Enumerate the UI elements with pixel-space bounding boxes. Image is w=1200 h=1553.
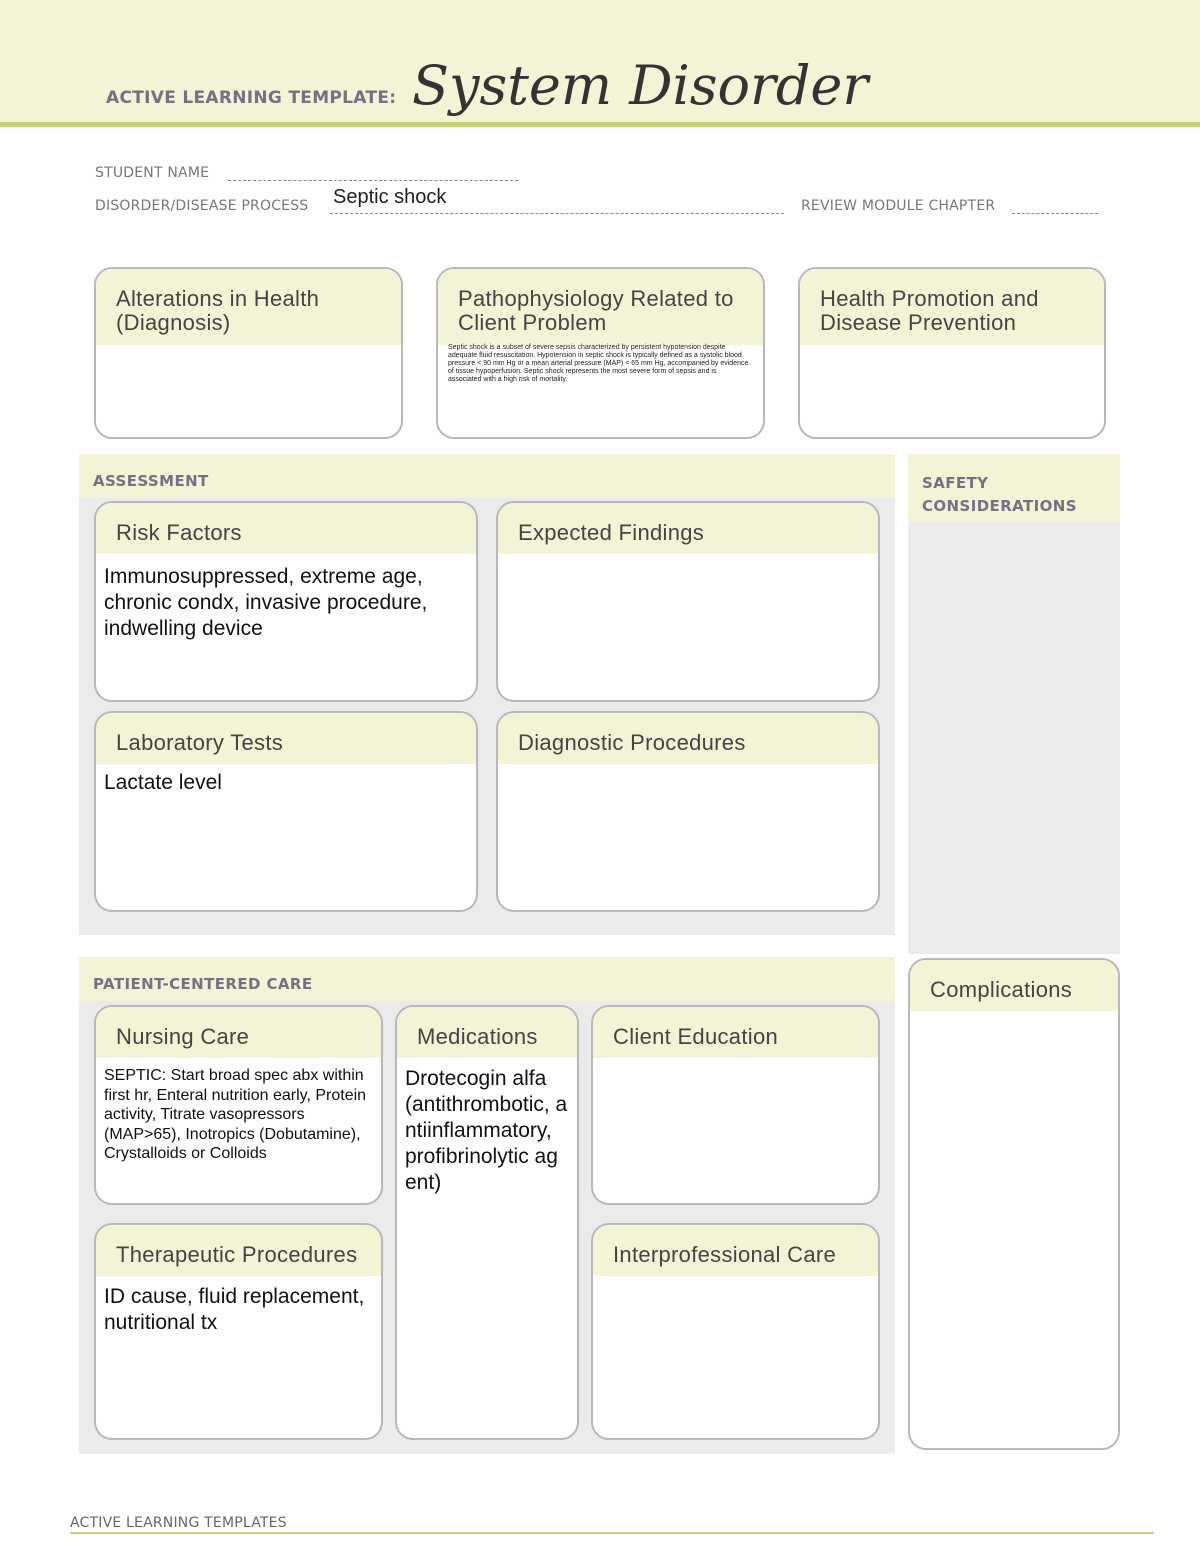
risk-factors-box[interactable]: [94, 501, 478, 702]
medications-title: Medications: [397, 1007, 577, 1058]
page-title: System Disorder: [412, 54, 869, 117]
pathophysiology-content: Septic shock is a subset of severe sepsis characterized by persistent hypotension despite adequate fluid resuscitation. Hypotension in septic shock is typically defined as a systolic blood pressure < 90 mm Hg or a mean arterial pressure (MAP) < 65 mm Hg, accompanied by evidence of tissue hypoperfusion. Septic shock represents the most severe form of sepsis and is associated with a high risk of mortality.: [448, 344, 749, 383]
safety-title: SAFETY CONSIDERATIONS: [908, 454, 1120, 522]
header-divider: [0, 122, 1200, 127]
complications-box[interactable]: [908, 958, 1120, 1450]
client-education-content: [593, 1058, 878, 1074]
student-name-label: STUDENT NAME: [95, 165, 210, 181]
laboratory-tests-title: Laboratory Tests: [96, 713, 476, 764]
student-name-field[interactable]: [228, 180, 518, 181]
disorder-label: DISORDER/DISEASE PROCESS: [95, 198, 309, 214]
pathophysiology-box[interactable]: [436, 267, 765, 439]
alterations-box[interactable]: [94, 267, 403, 439]
complications-title: Complications: [910, 960, 1118, 1011]
client-education-box[interactable]: [591, 1005, 880, 1205]
complications-content: [910, 1011, 1118, 1027]
medications-content: Drotecogin alfa (antithrombotic, antiinflammatory, profibrinolytic agent): [405, 1067, 568, 1194]
pathophysiology-title: Pathophysiology Related to Client Problem: [438, 269, 763, 345]
patient-care-title: PATIENT-CENTERED CARE: [93, 975, 313, 993]
therapeutic-procedures-box[interactable]: [94, 1223, 383, 1440]
expected-findings-content: [498, 554, 878, 570]
laboratory-tests-content: Lactate level: [104, 771, 222, 794]
template-label: ACTIVE LEARNING TEMPLATE:: [106, 88, 397, 108]
interprofessional-care-box[interactable]: [591, 1223, 880, 1440]
laboratory-tests-box[interactable]: [94, 711, 478, 912]
therapeutic-procedures-title: Therapeutic Procedures: [96, 1225, 381, 1276]
diagnostic-procedures-title: Diagnostic Procedures: [498, 713, 878, 764]
nursing-care-content: SEPTIC: Start broad spec abx within first hr, Enteral nutrition early, Protein activity, Titrate vasopressors (MAP>65), Inotropics (Dobutamine), Crystalloids or Colloids: [104, 1067, 367, 1162]
safety-panel: [908, 454, 1120, 954]
diagnostic-procedures-box[interactable]: [496, 711, 880, 912]
health-promotion-content: [800, 345, 1104, 361]
expected-findings-title: Expected Findings: [498, 503, 878, 554]
interprofessional-care-title: Interprofessional Care: [593, 1225, 878, 1276]
disorder-field[interactable]: [330, 213, 784, 214]
assessment-title: ASSESSMENT: [93, 472, 209, 490]
risk-factors-title: Risk Factors: [96, 503, 476, 554]
review-module-field[interactable]: [1012, 213, 1098, 214]
health-promotion-title: Health Promotion and Disease Prevention: [800, 269, 1104, 345]
nursing-care-title: Nursing Care: [96, 1007, 381, 1058]
medications-box[interactable]: [395, 1005, 579, 1440]
therapeutic-procedures-content: ID cause, fluid replacement, nutritional tx: [104, 1285, 365, 1334]
risk-factors-content: Immunosuppressed, extreme age, chronic condx, invasive procedure, indwelling device: [104, 565, 428, 640]
alterations-title: Alterations in Health (Diagnosis): [96, 269, 401, 345]
health-promotion-box[interactable]: [798, 267, 1106, 439]
review-module-label: REVIEW MODULE CHAPTER: [801, 198, 996, 214]
nursing-care-box[interactable]: [94, 1005, 383, 1205]
expected-findings-box[interactable]: [496, 501, 880, 702]
footer-text: ACTIVE LEARNING TEMPLATES: [70, 1515, 287, 1531]
diagnostic-procedures-content: [498, 764, 878, 780]
alterations-content: [96, 345, 401, 361]
footer-divider: [70, 1532, 1154, 1534]
client-education-title: Client Education: [593, 1007, 878, 1058]
disorder-value: Septic shock: [333, 186, 447, 208]
interprofessional-care-content: [593, 1276, 878, 1292]
